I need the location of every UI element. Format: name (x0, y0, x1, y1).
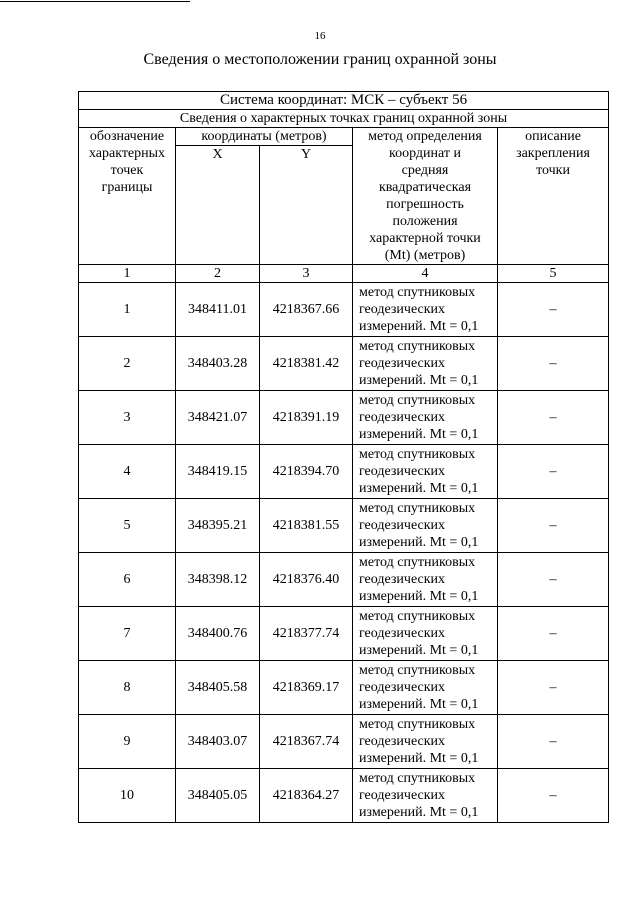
coordinate-system-header: Система координат: МСК – субъект 56 (79, 92, 609, 110)
document-title: Сведения о местоположении границ охранной зоны (143, 51, 497, 68)
y-coordinate-cell: 4218367.66 (260, 283, 353, 337)
method-line: метод спутниковых (359, 771, 476, 786)
table-row (79, 337, 609, 391)
col-header-method-line: характерной точки (369, 231, 481, 246)
col-header-point (79, 128, 176, 265)
method-line: метод спутниковых (359, 663, 476, 678)
y-coordinate-cell: 4218367.74 (260, 715, 353, 769)
method-line: геодезических (359, 734, 446, 749)
col-header-method-line: координат и (389, 146, 461, 161)
col-header-description-line: закрепления (516, 146, 590, 161)
method-line: метод спутниковых (359, 555, 476, 570)
method-cell (353, 553, 498, 607)
table-row (79, 553, 609, 607)
method-line: измерений. Mt = 0,1 (359, 373, 479, 388)
y-coordinate-cell: 4218391.19 (260, 391, 353, 445)
x-coordinate-cell: 348400.76 (176, 607, 260, 661)
method-line: измерений. Mt = 0,1 (359, 427, 479, 442)
col-header-method-line: квадратическая (378, 180, 472, 195)
col-header-coordinates: координаты (метров) (176, 128, 353, 146)
x-coordinate-cell: 348405.05 (176, 769, 260, 823)
method-line: геодезических (359, 410, 446, 425)
method-line: метод спутниковых (359, 339, 476, 354)
method-cell (353, 337, 498, 391)
x-coordinate-cell: 348403.28 (176, 337, 260, 391)
point-id-cell: 4 (79, 445, 176, 499)
col-header-x: X (176, 146, 260, 265)
method-line: геодезических (359, 356, 446, 371)
section-header: Сведения о характерных точках границ охранной зоны (79, 110, 609, 128)
col-header-point-line: обозначение (89, 129, 165, 144)
table-row (79, 445, 609, 499)
method-line: метод спутниковых (359, 285, 476, 300)
method-cell (353, 391, 498, 445)
point-id-cell: 1 (79, 283, 176, 337)
point-id-cell: 3 (79, 391, 176, 445)
col-header-description-line: описание (525, 129, 581, 144)
col-header-y: Y (260, 146, 353, 265)
y-coordinate-cell: 4218381.55 (260, 499, 353, 553)
method-line: геодезических (359, 302, 446, 317)
col-header-method (353, 128, 498, 265)
method-line: метод спутниковых (359, 501, 476, 516)
col-header-description-line: точки (536, 163, 570, 178)
table-row (79, 661, 609, 715)
method-line: метод спутниковых (359, 393, 476, 408)
method-cell (353, 715, 498, 769)
method-cell (353, 445, 498, 499)
x-coordinate-cell: 348419.15 (176, 445, 260, 499)
method-line: геодезических (359, 788, 446, 803)
top-rule (0, 1, 190, 2)
point-id-cell: 6 (79, 553, 176, 607)
description-cell: – (498, 607, 609, 661)
description-cell: – (498, 337, 609, 391)
method-line: измерений. Mt = 0,1 (359, 589, 479, 604)
column-number: 5 (498, 265, 609, 283)
description-cell: – (498, 445, 609, 499)
col-header-method-line: (Mt) (метров) (384, 248, 466, 263)
point-id-cell: 5 (79, 499, 176, 553)
description-cell: – (498, 283, 609, 337)
col-header-method-line: средняя (401, 163, 449, 178)
table-row (79, 499, 609, 553)
table-row (79, 283, 609, 337)
method-line: измерений. Mt = 0,1 (359, 805, 479, 820)
column-number: 4 (353, 265, 498, 283)
x-coordinate-cell: 348403.07 (176, 715, 260, 769)
table-row (79, 769, 609, 823)
description-cell: – (498, 715, 609, 769)
col-header-method-line: положения (392, 214, 458, 229)
col-header-method-line: метод определения (368, 129, 482, 144)
column-number: 3 (260, 265, 353, 283)
x-coordinate-cell: 348395.21 (176, 499, 260, 553)
page-number: 16 (314, 30, 326, 42)
col-header-point-line: точек (110, 163, 144, 178)
method-line: метод спутниковых (359, 717, 476, 732)
y-coordinate-cell: 4218381.42 (260, 337, 353, 391)
column-number: 2 (176, 265, 260, 283)
method-line: геодезических (359, 572, 446, 587)
y-coordinate-cell: 4218364.27 (260, 769, 353, 823)
method-line: измерений. Mt = 0,1 (359, 751, 479, 766)
point-id-cell: 7 (79, 607, 176, 661)
method-cell (353, 499, 498, 553)
col-header-description (498, 128, 609, 265)
method-line: геодезических (359, 680, 446, 695)
point-id-cell: 9 (79, 715, 176, 769)
column-number: 1 (79, 265, 176, 283)
method-line: метод спутниковых (359, 447, 476, 462)
method-line: измерений. Mt = 0,1 (359, 319, 479, 334)
boundary-points-table (78, 91, 609, 823)
method-cell (353, 283, 498, 337)
method-cell (353, 769, 498, 823)
method-line: измерений. Mt = 0,1 (359, 535, 479, 550)
point-id-cell: 10 (79, 769, 176, 823)
method-line: геодезических (359, 464, 446, 479)
point-id-cell: 2 (79, 337, 176, 391)
table-row (79, 391, 609, 445)
y-coordinate-cell: 4218376.40 (260, 553, 353, 607)
col-header-point-line: характерных (88, 146, 166, 161)
table-row (79, 715, 609, 769)
description-cell: – (498, 553, 609, 607)
method-line: измерений. Mt = 0,1 (359, 643, 479, 658)
x-coordinate-cell: 348405.58 (176, 661, 260, 715)
method-line: геодезических (359, 626, 446, 641)
description-cell: – (498, 391, 609, 445)
method-line: метод спутниковых (359, 609, 476, 624)
col-header-point-line: границы (101, 180, 153, 195)
x-coordinate-cell: 348411.01 (176, 283, 260, 337)
table-row (79, 607, 609, 661)
y-coordinate-cell: 4218377.74 (260, 607, 353, 661)
method-cell (353, 607, 498, 661)
col-header-method-line: погрешность (386, 197, 464, 212)
description-cell: – (498, 661, 609, 715)
y-coordinate-cell: 4218394.70 (260, 445, 353, 499)
description-cell: – (498, 499, 609, 553)
method-cell (353, 661, 498, 715)
method-line: измерений. Mt = 0,1 (359, 697, 479, 712)
y-coordinate-cell: 4218369.17 (260, 661, 353, 715)
x-coordinate-cell: 348398.12 (176, 553, 260, 607)
x-coordinate-cell: 348421.07 (176, 391, 260, 445)
point-id-cell: 8 (79, 661, 176, 715)
method-line: геодезических (359, 518, 446, 533)
description-cell: – (498, 769, 609, 823)
method-line: измерений. Mt = 0,1 (359, 481, 479, 496)
